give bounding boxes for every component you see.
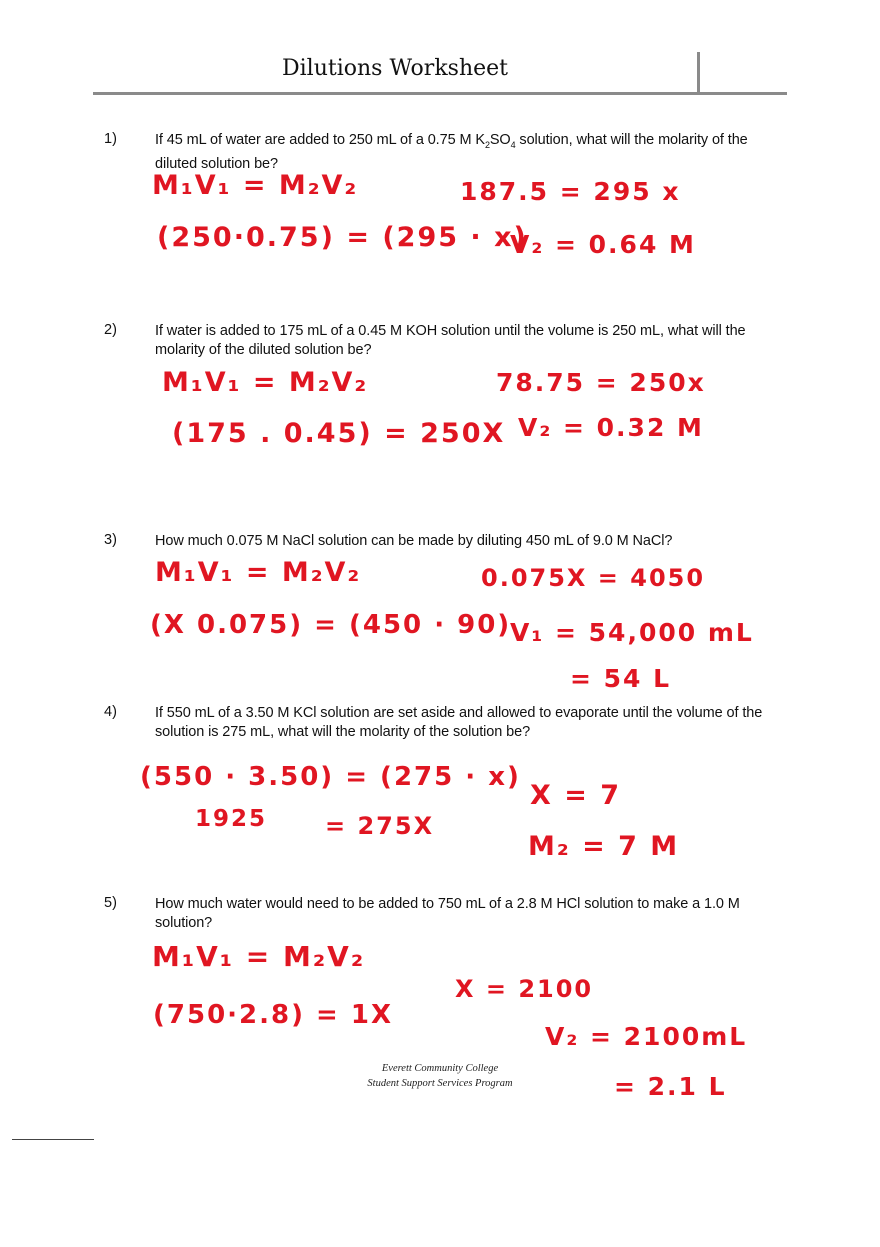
q5-work-x-value: X = 2100 — [455, 975, 594, 1003]
q4-work-substitution: (550 · 3.50) = (275 · x) — [140, 762, 521, 792]
footer — [300, 1061, 580, 1091]
title-vertical-mark — [697, 52, 700, 94]
footer-program: Student Support Services Program — [367, 1078, 513, 1089]
question-1-sub-1: 2 — [484, 139, 490, 150]
q1-work-formula: M₁V₁ = M₂V₂ — [152, 170, 359, 201]
q1-work-substitution: (250·0.75) = (295 · x) — [157, 222, 528, 253]
q3-work-equation: 0.075X = 4050 — [481, 564, 706, 592]
q4-work-equation: = 275X — [325, 812, 435, 840]
q5-work-substitution: (750·2.8) = 1X — [153, 1000, 393, 1030]
question-2-text: If water is added to 175 mL of a 0.45 M KOH solution until the volume is 250 mL, what will the molarity of the diluted solution be? — [155, 323, 746, 358]
q3-work-substitution: (X 0.075) = (450 · 90) — [150, 610, 512, 640]
question-1-number: 1) — [104, 131, 117, 147]
q4-work-answer: M₂ = 7 M — [528, 831, 680, 862]
q2-work-formula: M₁V₁ = M₂V₂ — [162, 367, 369, 398]
q5-work-answer-l: = 2.1 L — [614, 1072, 727, 1101]
q1-work-answer: V₂ = 0.64 M — [510, 230, 696, 259]
question-2-number: 2) — [104, 322, 117, 338]
q5-work-formula: M₁V₁ = M₂V₂ — [152, 940, 366, 973]
q2-work-substitution: (175 . 0.45) = 250X — [172, 418, 506, 449]
q1-work-equation: 187.5 = 295 x — [460, 177, 681, 206]
q2-work-answer: V₂ = 0.32 M — [518, 413, 704, 442]
q4-work-product: 1925 — [195, 806, 268, 832]
question-1-text-before: If 45 mL of water are added to 250 mL of a 0.75 M K — [155, 132, 485, 148]
q5-work-answer-ml: V₂ = 2100mL — [545, 1022, 748, 1051]
question-4-number: 4) — [104, 704, 117, 720]
q3-work-answer-ml: V₁ = 54,000 mL — [510, 618, 754, 647]
footer-college: Everett Community College — [381, 1063, 499, 1074]
q3-work-formula: M₁V₁ = M₂V₂ — [155, 557, 362, 588]
question-1-text-after: solution, what will the molarity of the diluted solution be? — [155, 132, 748, 172]
q4-work-x-value: X = 7 — [530, 780, 622, 811]
q3-work-answer-l: = 54 L — [570, 664, 672, 693]
page-title: Dilutions Worksheet — [281, 56, 508, 81]
question-5-number: 5) — [104, 895, 117, 911]
question-5-text: How much water would need to be added to 750 mL of a 2.8 M HCl solution to make a 1.0 M solution? — [155, 896, 740, 931]
question-3-number: 3) — [104, 532, 117, 548]
question-1-text — [155, 131, 775, 174]
question-3-text: How much 0.075 M NaCl solution can be made by diluting 450 mL of 9.0 M NaCl? — [155, 533, 673, 549]
title-underline — [93, 92, 787, 95]
q2-work-equation: 78.75 = 250x — [496, 368, 706, 397]
question-1-sub-2: 4 — [510, 139, 516, 150]
question-4-text: If 550 mL of a 3.50 M KCl solution are set aside and allowed to evaporate until the volume of the solution is 275 mL, what will the molarity of the solution be? — [155, 705, 763, 740]
question-1-text-mid: SO — [489, 132, 511, 148]
footer-rule — [12, 1139, 94, 1140]
